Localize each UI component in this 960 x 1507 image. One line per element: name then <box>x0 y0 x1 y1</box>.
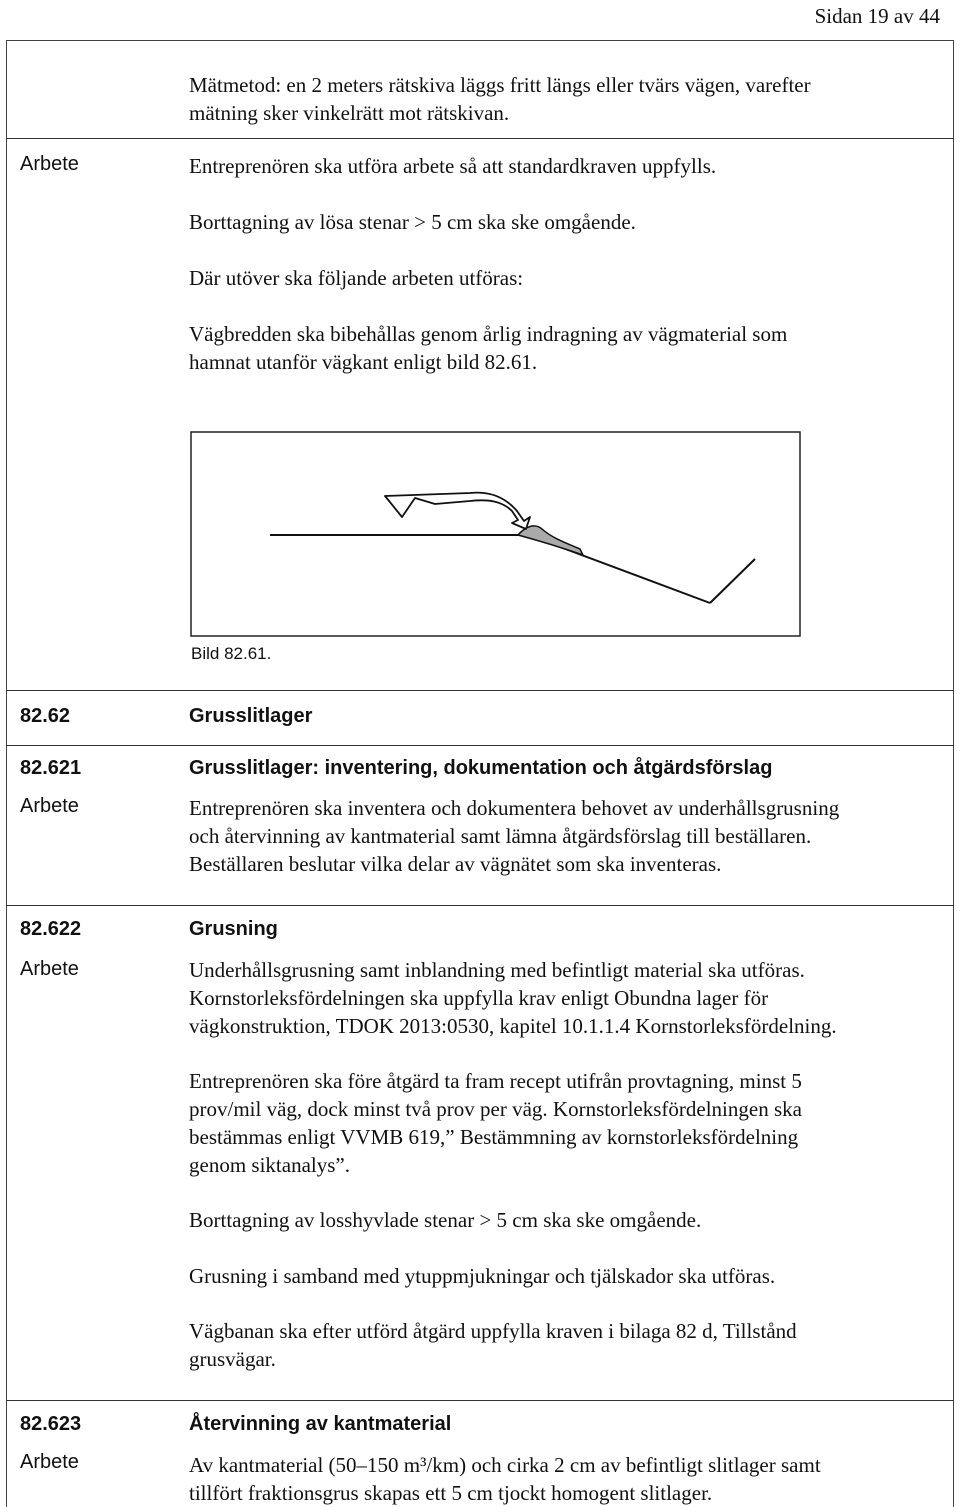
work-label: Arbete <box>20 1451 79 1473</box>
intro-paragraph <box>189 71 934 127</box>
divider <box>6 138 954 139</box>
section-paragraph-3: Borttagning av losshyvlade stenar > 5 cm ska ske omgående. <box>189 1208 702 1232</box>
section-paragraph-2 <box>189 1067 934 1179</box>
paragraph-line: Underhållsgrusning samt inblandning med befintligt material ska utföras. <box>189 958 805 982</box>
section-title: Grusslitlager: inventering, dokumentation och åtgärdsförslag <box>189 757 773 779</box>
paragraph-line: Av kantmaterial (50–150 m³/km) och cirka 2 cm av befintligt slitlager samt <box>189 1453 821 1477</box>
road-edge-figure <box>190 431 802 638</box>
section-number: 82.621 <box>20 757 82 779</box>
work-label: Arbete <box>20 958 79 980</box>
work-paragraph-2: Borttagning av lösa stenar > 5 cm ska ske omgående. <box>189 210 636 234</box>
section-title: Grusslitlager <box>189 705 313 727</box>
intro-line: Mätmetod: en 2 meters rätskiva läggs fritt längs eller tvärs vägen, varefter <box>189 73 811 97</box>
divider <box>6 1400 954 1401</box>
section-title: Grusning <box>189 918 278 940</box>
paragraph-line: hamnat utanför vägkant enligt bild 82.61. <box>189 350 538 374</box>
section-paragraph <box>189 1451 934 1507</box>
paragraph-line: och återvinning av kantmaterial samt lämna åtgärdsförslag till beställaren. <box>189 824 812 848</box>
work-paragraph-1: Entreprenören ska utföra arbete så att standardkraven uppfylls. <box>189 154 717 178</box>
paragraph-line: Vägbredden ska bibehållas genom årlig indragning av vägmaterial som <box>189 322 788 346</box>
intro-line: mätning sker vinkelrätt mot rätskivan. <box>189 101 510 125</box>
section-number: 82.622 <box>20 918 82 940</box>
paragraph-line: grusvägar. <box>189 1347 276 1371</box>
paragraph-line: bestämmas enligt VVMB 619,” Bestämmning av kornstorleksfördelning <box>189 1125 799 1149</box>
work-label: Arbete <box>20 153 79 175</box>
section-title: Återvinning av kantmaterial <box>189 1413 452 1435</box>
paragraph-line: Entreprenören ska före åtgärd ta fram recept utifrån provtagning, minst 5 <box>189 1069 802 1093</box>
section-paragraph-4: Grusning i samband med ytuppmjukningar och tjälskador ska utföras. <box>189 1264 776 1288</box>
paragraph-line: prov/mil väg, dock minst två prov per väg. Kornstorleksfördelningen ska <box>189 1097 802 1121</box>
paragraph-line: genom siktanalys”. <box>189 1153 350 1177</box>
section-number: 82.62 <box>20 705 71 727</box>
work-paragraph-3: Där utöver ska följande arbeten utföras: <box>189 266 524 290</box>
paragraph-line: Kornstorleksfördelningen ska uppfylla krav enligt Obundna lager för <box>189 986 769 1010</box>
paragraph-line: Beställaren beslutar vilka delar av vägnätet som ska inventeras. <box>189 852 722 876</box>
divider <box>6 905 954 906</box>
divider <box>6 690 954 691</box>
paragraph-line: Vägbanan ska efter utförd åtgärd uppfylla kraven i bilaga 82 d, Tillstånd <box>189 1319 797 1343</box>
section-paragraph <box>189 794 934 878</box>
paragraph-line: vägkonstruktion, TDOK 2013:0530, kapitel 10.1.1.4 Kornstorleksfördelning. <box>189 1014 837 1038</box>
section-number: 82.623 <box>20 1413 82 1435</box>
paragraph-line: Entreprenören ska inventera och dokumentera behovet av underhållsgrusning <box>189 796 840 820</box>
page-number: Sidan 19 av 44 <box>814 4 940 28</box>
divider <box>6 745 954 746</box>
section-paragraph-1 <box>189 956 934 1040</box>
section-paragraph-5 <box>189 1317 934 1373</box>
work-label: Arbete <box>20 795 79 817</box>
paragraph-line: tillfört fraktionsgrus skapas ett 5 cm tjockt homogent slitlager. <box>189 1481 713 1505</box>
work-paragraph-4 <box>189 320 934 376</box>
figure-caption: Bild 82.61. <box>191 644 272 663</box>
